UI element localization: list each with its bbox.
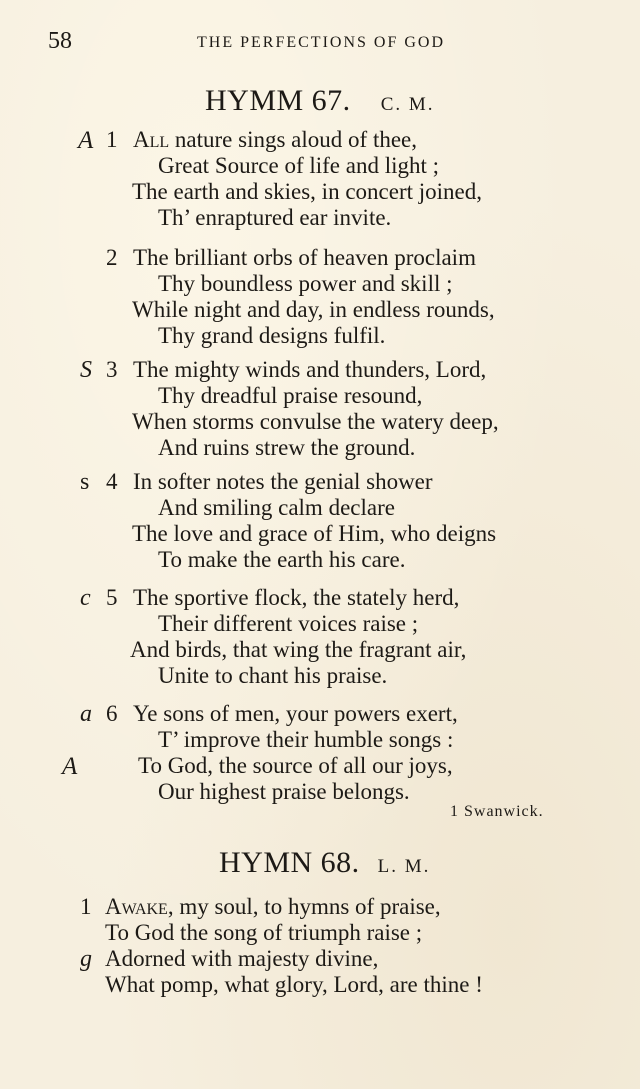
hymn-68-meter: L. M. (377, 856, 431, 877)
verse-line: Unite to chant his praise. (158, 663, 388, 688)
verse-line (105, 895, 441, 918)
hymn-68-number: HYMN 68. (219, 846, 360, 879)
verse-number: 6 (106, 701, 118, 726)
verse-number: 4 (106, 469, 118, 494)
verse-line: To God, the source of all our joys, (138, 753, 453, 778)
verse-line: To make the earth his care. (158, 547, 406, 572)
verse-line: Their different voices raise ; (158, 611, 419, 636)
dynamic-marker: c (80, 585, 91, 611)
verse-line: And birds, that wing the fragrant air, (130, 637, 467, 662)
verse-line: And ruins strew the ground. (158, 435, 416, 460)
verse-line: To God the song of triumph raise ; (105, 920, 423, 945)
hymn-67-meter: C. M. (380, 94, 435, 115)
dynamic-marker: S (80, 357, 92, 383)
verse-line: Th’ enraptured ear invite. (158, 205, 392, 230)
verse-line: While night and day, in endless rounds, (132, 297, 495, 322)
verse-line: Our highest praise belongs. (158, 779, 410, 804)
verse-line: Thy dreadful praise resound, (158, 383, 423, 408)
verse-line: The earth and skies, in concert joined, (132, 179, 482, 204)
hymn-67-number: HYMM 67. (205, 84, 351, 117)
attribution: 1 Swanwick. (450, 803, 544, 820)
hymn-67-title (205, 84, 435, 118)
verse-line: Adorned with majesty divine, (105, 946, 379, 971)
verse-line: When storms convulse the watery deep, (132, 409, 499, 434)
line-rest: nature sings aloud of thee, (169, 127, 417, 152)
dynamic-marker: A (78, 127, 94, 154)
dynamic-marker: g (80, 946, 92, 972)
page-number: 58 (48, 28, 72, 54)
verse-line (133, 128, 417, 151)
dynamic-marker: A (62, 753, 78, 780)
verse-line: In softer notes the genial shower (133, 469, 433, 494)
verse-line: What pomp, what glory, Lord, are thine ! (105, 972, 483, 997)
dynamic-marker: a (80, 701, 92, 727)
verse-line: The sportive flock, the stately herd, (133, 585, 460, 610)
dynamic-marker: s (80, 469, 90, 495)
verse-line: T’ improve their humble songs : (158, 727, 454, 752)
first-word: All (133, 127, 170, 152)
verse-line: The mighty winds and thunders, Lord, (133, 357, 487, 382)
verse-number: 2 (106, 245, 118, 270)
first-word: Awake, (105, 894, 174, 919)
verse-number: 5 (106, 585, 118, 610)
line-rest: my soul, to hymns of praise, (173, 894, 441, 919)
verse-line: And smiling calm declare (158, 495, 395, 520)
verse-line: Ye sons of men, your powers exert, (133, 701, 458, 726)
verse-number: 1 (80, 894, 92, 919)
verse-line: The brilliant orbs of heaven proclaim (133, 245, 476, 270)
verse-line: The love and grace of Him, who deigns (132, 521, 497, 546)
verse-number: 1 (106, 127, 118, 152)
verse-number: 3 (106, 357, 118, 382)
verse-line: Thy grand designs fulfil. (158, 323, 386, 348)
running-title: THE PERFECTIONS OF GOD (197, 34, 446, 51)
verse-line: Thy boundless power and skill ; (158, 271, 453, 296)
verse-line: Great Source of life and light ; (158, 153, 440, 178)
hymn-68-title (219, 846, 430, 880)
